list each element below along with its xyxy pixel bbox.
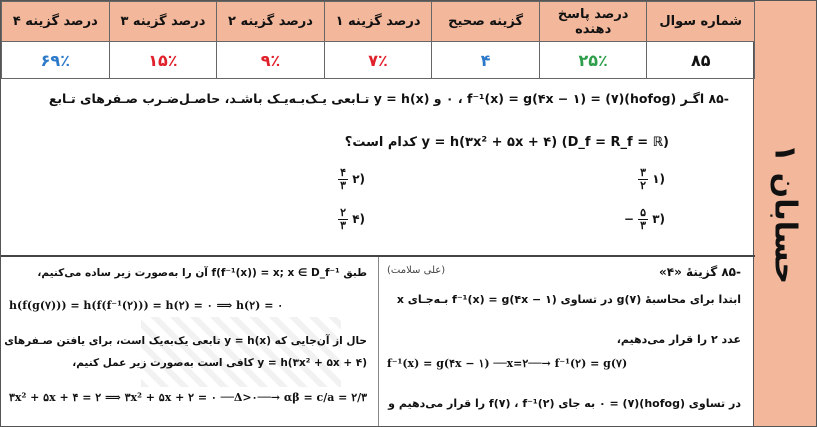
value-option2-percent: ۹٪ bbox=[217, 42, 325, 79]
question-block bbox=[1, 75, 755, 257]
value-option3-percent: ۱۵٪ bbox=[109, 42, 217, 79]
option-2-label: ۲) bbox=[352, 172, 365, 186]
watermark-graphic bbox=[141, 317, 341, 387]
question-line-1: -۸۵ اگـر (hofog)(۷) = ۰ ، f⁻¹(x) = g(۴x − ۱) و y = h(x) تـابعی یـک‌بـه‌یـک باشـد، حاصـل‌ضـرب صـفرهای تـابع bbox=[48, 91, 729, 106]
stats-value-row bbox=[2, 42, 755, 79]
header-option1-percent: درصد گزینه ۱ bbox=[324, 2, 432, 42]
option-4-value: $\frac{۲}{۳}$ bbox=[340, 206, 346, 232]
solution-left-eq2: ۳x² + ۵x + ۴ = ۲ ⟹ ۳x² + ۵x + ۲ = ۰ ──Δ>۰──→ αβ = c/a = ۲/۳ bbox=[9, 391, 368, 404]
header-option4-percent: درصد گزینه ۴ bbox=[2, 2, 110, 42]
option-2[interactable] bbox=[338, 167, 365, 192]
stats-table bbox=[1, 1, 755, 79]
stats-header-row bbox=[2, 2, 755, 42]
option-2-value: $\frac{۴}{۳}$ bbox=[340, 166, 346, 192]
solution-left-p2: حال از آن‌جایی که y = h(x) تابعی یک‌به‌یک است، برای یافتن صـفرهای bbox=[4, 335, 367, 347]
header-question-number: شماره سوال bbox=[647, 2, 755, 42]
solution-right-p1: ابتدا برای محاسبهٔ g(۷) در تساوی f⁻¹(x) = g(۴x − ۱) بـه‌جـای x bbox=[396, 293, 741, 306]
value-option4-percent: ۶۹٪ bbox=[2, 42, 110, 79]
value-question-number: ۸۵ bbox=[647, 42, 755, 79]
solution-divider bbox=[378, 257, 379, 426]
main-content bbox=[1, 1, 755, 426]
header-option2-percent: درصد گزینه ۲ bbox=[217, 2, 325, 42]
solution-title: -۸۵ گزینهٔ «۴» bbox=[659, 265, 741, 279]
solution-left-p1: طبق f(f⁻¹(x)) = x; x ∈ D_f⁻¹ آن را به‌صورت زیر ساده می‌کنیم، bbox=[37, 267, 367, 279]
solution-left-eq1: h(f(g(۷))) = h(f(f⁻¹(۲))) = h(۲) = ۰ ⟹ h(۲) = ۰ bbox=[9, 299, 284, 312]
option-1-value: $\frac{۳}{۲}$ bbox=[640, 166, 646, 192]
value-response-percent: ۲۵٪ bbox=[539, 42, 647, 79]
header-option3-percent: درصد گزینه ۳ bbox=[109, 2, 217, 42]
value-option1-percent: ۷٪ bbox=[324, 42, 432, 79]
solution-author: (علی سلامت) bbox=[387, 265, 446, 276]
solution-right-p2: عدد ۲ را قرار می‌دهیم، bbox=[616, 333, 741, 346]
solution-right-eq1: f⁻¹(x) = g(۴x − ۱) ──x=۲──→ f⁻¹(۲) = g(۷) bbox=[387, 357, 628, 370]
option-3-label: ۳) bbox=[652, 212, 665, 226]
subject-label: حسابان ۱ bbox=[767, 143, 803, 284]
header-correct-option: گزینه صحیح bbox=[432, 2, 540, 42]
subject-sidebar bbox=[753, 1, 816, 426]
solution-right-p3: در تساوی (hofog)(۷) = ۰ به جای f(۷) ، f⁻¹(۲) را قرار می‌دهیم و bbox=[388, 397, 741, 410]
option-3-value: $\frac{۵}{۳}$ bbox=[640, 206, 646, 232]
header-response-percent: درصد پاسخ دهنده bbox=[539, 2, 647, 42]
option-4-label: ۴) bbox=[352, 212, 365, 226]
option-1-label: ۱) bbox=[652, 172, 665, 186]
option-4[interactable] bbox=[338, 207, 365, 232]
solution-block bbox=[1, 257, 755, 426]
value-correct-option: ۴ bbox=[432, 42, 540, 79]
option-3-sign: − bbox=[623, 212, 634, 226]
option-1[interactable] bbox=[638, 167, 665, 192]
question-line-2: (D_f = R_f = ℝ) y = h(۳x² + ۵x + ۴) کدام است؟ bbox=[344, 135, 669, 150]
option-3[interactable] bbox=[624, 207, 665, 232]
solution-left-p3: y = h(۳x² + ۵x + ۴) کافی است به‌صورت زیر عمل کنیم، bbox=[72, 357, 367, 369]
